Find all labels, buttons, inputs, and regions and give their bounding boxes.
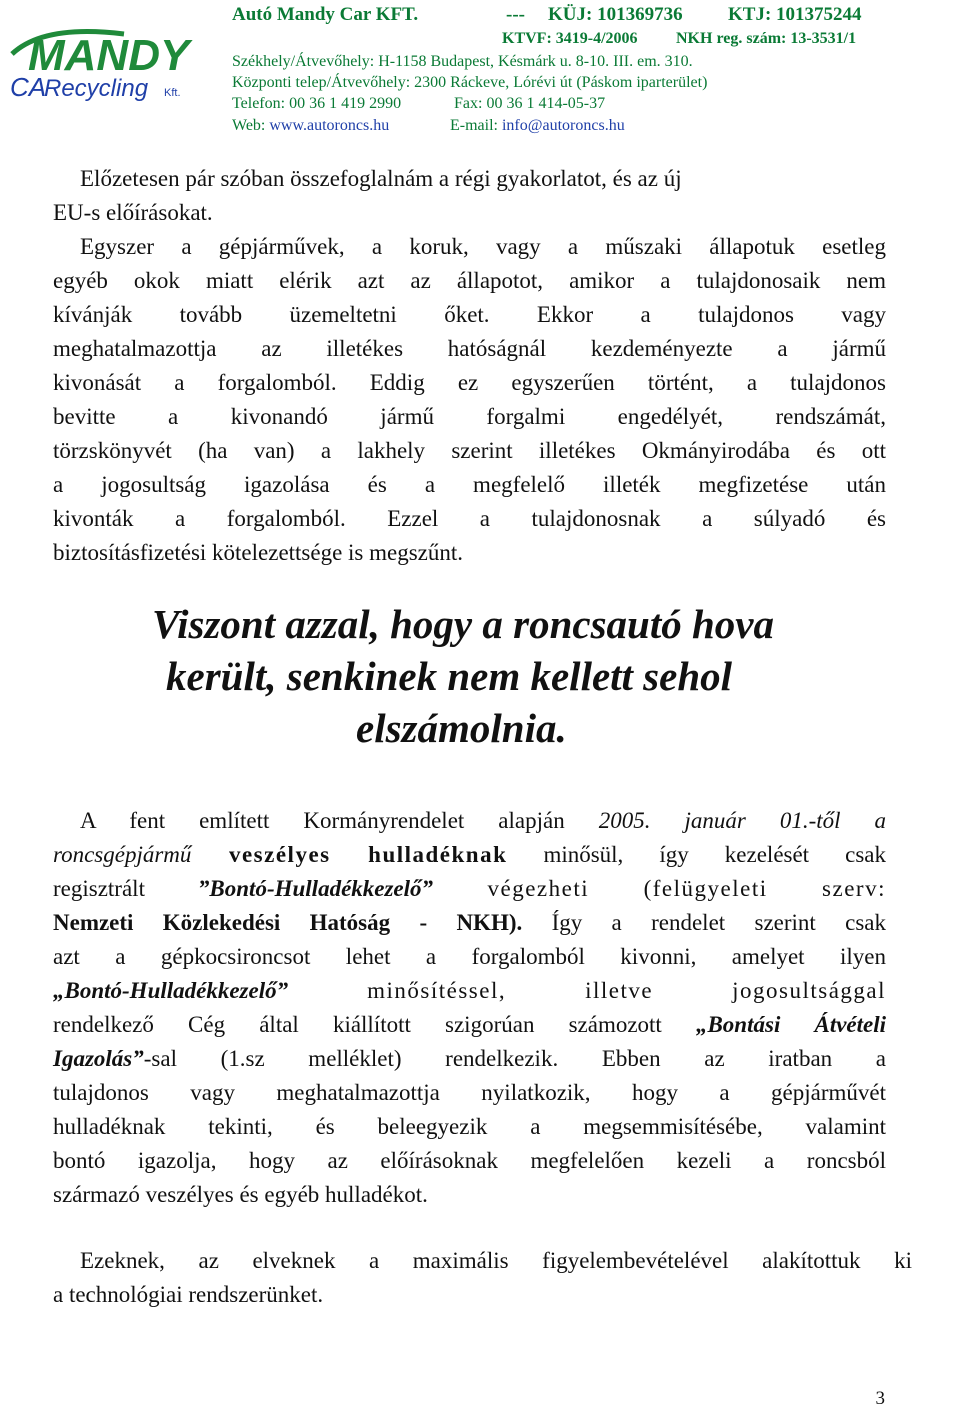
text-line: kivonták a forgalomból. Ezzel a tulajdonosnak a súlyadó és (53, 506, 886, 531)
bold-italic-span: „Bontó-Hulladékkezelő” (53, 978, 289, 1003)
text-line: hulladéknak tekinti, és beleegyezik a megsemmisítésébe, valamint (53, 1114, 886, 1139)
text-line: a jogosultság igazolása és a megfelelő illeték megfizetése után (53, 472, 886, 497)
text-line: törzskönyvét (ha van) a lakhely szerint illetékes Okmányirodába és ott (53, 438, 886, 463)
text-line: bontó igazolja, hogy az előírásoknak megfelelően kezeli a roncsból (53, 1148, 886, 1173)
text-line (80, 806, 886, 836)
website-link[interactable]: www.autoroncs.hu (269, 117, 390, 134)
heading-line: került, senkinek nem kellett sehol (166, 653, 733, 699)
text-line: származó veszélyes és egyéb hulladékot. (53, 1182, 428, 1207)
bold-span: veszélyes hulladéknak (191, 842, 508, 867)
text-line (53, 874, 886, 904)
nkh-number: NKH reg. szám: 13-3531/1 (676, 30, 857, 47)
company-logo (4, 20, 229, 108)
logo-recycling-text: Recycling (44, 75, 149, 102)
ktj-number: KTJ: 101375244 (728, 4, 862, 25)
text-line: kivonását a forgalomból. Eddig ez egyszerűen történt, a tulajdonos (53, 370, 886, 395)
text-span: -sal (1.sz melléklet) rendelkezik. Ebben az iratban a (143, 1046, 886, 1071)
bold-span: Nemzeti Közlekedési Hatóság - NKH). (53, 910, 523, 935)
text-line (53, 1010, 886, 1040)
text-line: Előzetesen pár szóban összefoglalnám a régi gyakorlatot, és az új (80, 166, 682, 191)
company-name: Autó Mandy Car KFT. (232, 4, 419, 25)
ktvf-number: KTVF: 3419-4/2006 (502, 30, 638, 47)
text-line (53, 908, 886, 938)
email-label: E-mail: (450, 117, 502, 134)
text-span: regisztrált (53, 876, 198, 901)
kuj-number: KÜJ: 101369736 (548, 4, 683, 25)
text-line: meghatalmazottja az illetékes hatóságnál kezdeményezte a jármű (53, 336, 886, 361)
bold-italic-span: „Bontási Átvételi (695, 1012, 886, 1037)
text-span: minősül, így kezelését csak (507, 842, 886, 867)
text-line: Ezeknek, az elveknek a maximális figyelembevételével alakítottuk ki (80, 1248, 912, 1273)
text-line: egyéb okok miatt elérik azt az állapotot, amikor a tulajdonosaik nem (53, 268, 886, 293)
bold-italic-span: Igazolás” (53, 1046, 144, 1071)
logo-kft-text: Kft. (164, 87, 181, 99)
text-line: Egyszer a gépjárművek, a koruk, vagy a műszaki állapotuk esetleg (80, 234, 886, 259)
seat-address: Székhely/Átvevőhely: H-1158 Budapest, Késmárk u. 8-10. III. em. 310. (232, 53, 693, 70)
fax-number: Fax: 00 36 1 414-05-37 (454, 95, 606, 112)
date-span: 2005. január 01.-től a (598, 808, 887, 833)
page-number: 3 (875, 1388, 885, 1409)
text-span: minősítéssel, illetve jogosultsággal (288, 978, 886, 1003)
text-line: bevitte a kivonandó jármű forgalmi engedélyét, rendszámát, (53, 404, 886, 429)
web-label: Web: (232, 117, 270, 134)
logo-ca-text: CA (10, 72, 47, 102)
text-span: A fent említett Kormányrendelet alapján (80, 808, 599, 833)
text-span: végezheti (felügyeleti szerv: (433, 876, 886, 901)
heading-line: elszámolnia. (356, 705, 567, 751)
text-line: biztosításfizetési kötelezettsége is megszűnt. (53, 540, 464, 565)
text-line: kívánják tovább üzemeltetni őket. Ekkor a tulajdonos vagy (53, 302, 886, 327)
term-span: roncsgépjármű (53, 842, 192, 867)
text-line (53, 840, 886, 870)
email-link[interactable]: info@autoroncs.hu (501, 117, 625, 134)
header-separator: --- (506, 4, 525, 25)
text-line: tulajdonos vagy meghatalmazottja nyilatkozik, hogy a gépjárművét (53, 1080, 886, 1105)
phone-number: Telefon: 00 36 1 419 2990 (232, 95, 402, 112)
text-span: rendelkező Cég által kiállított szigorúan számozott (53, 1012, 696, 1037)
logo-mandy-text: MANDY (28, 31, 190, 80)
site-address: Központi telep/Átvevőhely: 2300 Ráckeve, Lórévi út (Páskom iparterület) (232, 74, 708, 91)
text-span: Így a rendelet szerint csak (522, 910, 886, 935)
text-line (53, 976, 886, 1006)
bold-italic-span: ”Bontó-Hulladékkezelő” (197, 876, 434, 901)
text-line: a technológiai rendszerünket. (53, 1282, 324, 1307)
text-line: EU-s előírásokat. (53, 200, 213, 225)
heading-line: Viszont azzal, hogy a roncsautó hova (152, 601, 774, 647)
text-line (53, 1044, 886, 1074)
text-line: azt a gépkocsironcsot lehet a forgalomból kivonni, amelyet ilyen (53, 944, 886, 969)
